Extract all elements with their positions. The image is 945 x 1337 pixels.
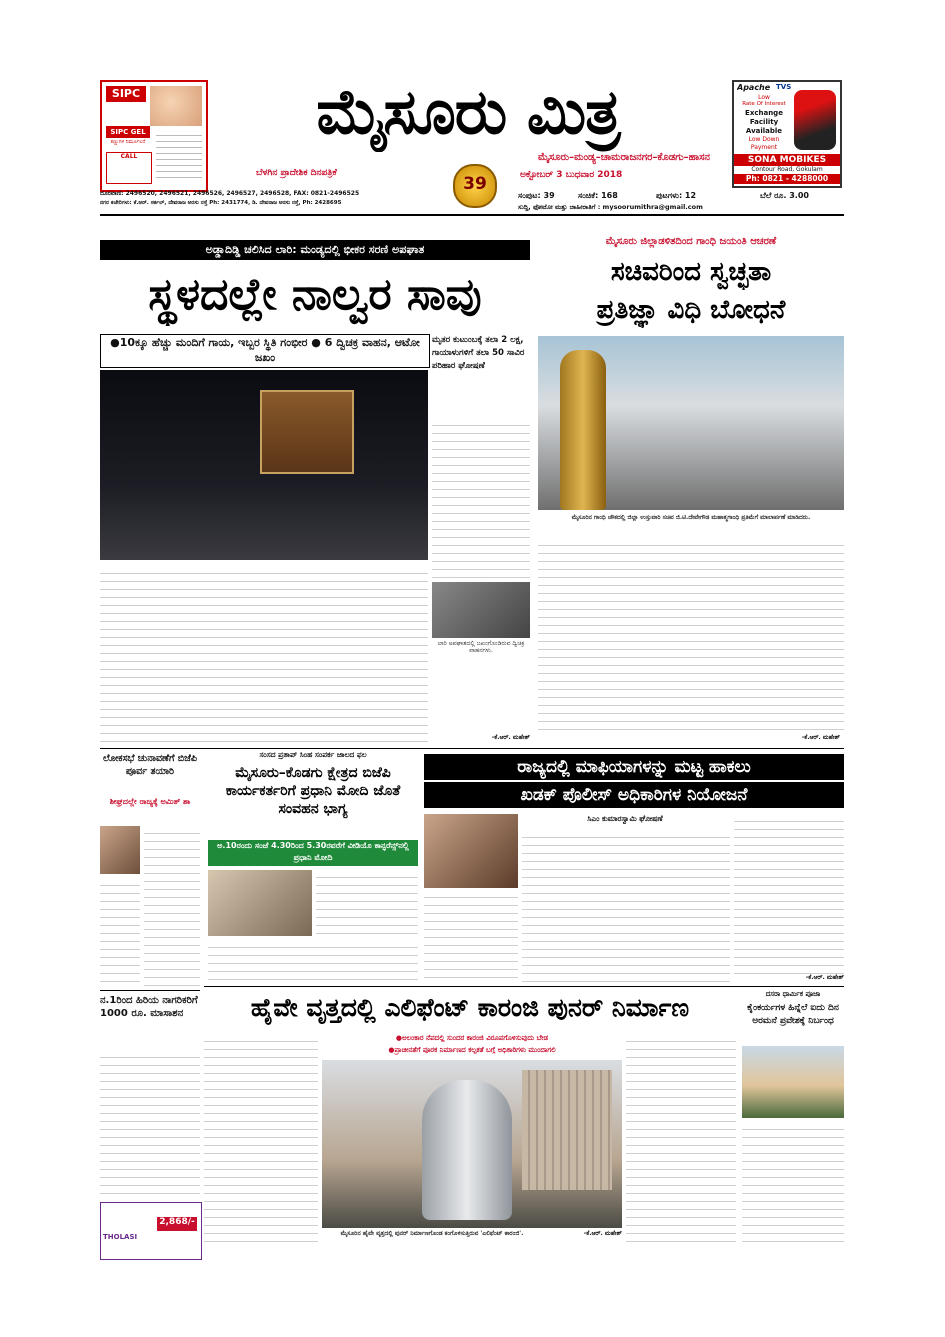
left-col-body2 xyxy=(100,1050,200,1198)
phones-line-2: ನಗರ ಕಚೇರಿಗಳು: ಕೆ.ಆರ್. ಸರ್ಕಲ್, ದೇವರಾಜ ಅರಸು ರಸ್ತೆ Ph: 2431774, ಡಿ. ದೇವರಾಜ ಅರಸು ರಸ್ತೆ, Ph: 2428695 xyxy=(100,200,342,206)
masthead-subtitle: ಮೈಸೂರು–ಮಂಡ್ಯ–ಚಾಮರಾಜನಗರ–ಕೊಡಗು–ಹಾಸನ xyxy=(537,152,710,163)
story1-photo xyxy=(100,370,428,560)
gandhi-statue xyxy=(560,350,606,510)
story1-sidebody xyxy=(432,418,530,578)
newspaper-page xyxy=(100,75,844,1258)
tvs-brand: TVS xyxy=(776,83,792,91)
modi-photo xyxy=(208,870,312,936)
lower-rule xyxy=(204,986,844,987)
offer-line-1: Low xyxy=(758,94,770,101)
story5-bullet2: ●ಪ್ರಾಚೀನತೆಗೆ ಪೂರಕ ನಿರ್ಮಾಣದ ಕಲ್ಪಕತೆ ಬಗ್ಗೆ ಅಧಿಕಾರಿಗಳು ಮುಂದಾಗಲಿ xyxy=(388,1046,556,1054)
story4-headline-1: ರಾಜ್ಯದಲ್ಲಿ ಮಾಫಿಯಾಗಳನ್ನು ಮಟ್ಟ ಹಾಕಲು xyxy=(424,754,844,780)
volume-label: ಸಂಪುಟ: 39 xyxy=(518,191,555,200)
story1-subhead: ●10ಕ್ಕೂ ಹೆಚ್ಚು ಮಂದಿಗೆ ಗಾಯ, ಇಬ್ಬರ ಸ್ಥಿತಿ ಗಂಭೀರ ● 6 ದ್ವಿಚಕ್ರ ವಾಹನ, ಆಟೋ ಜಖಂ xyxy=(100,334,430,368)
issue-date: ಅಕ್ಟೋಬರ್ 3 ಬುಧವಾರ 2018 xyxy=(520,170,623,180)
email-line[interactable]: ಸುದ್ದಿ, ಫೋಟೋ ಮತ್ತು ಜಾಹೀರಾತಿಗೆ : mysoorumithra@gmail.com xyxy=(518,203,703,211)
left-col-body1b xyxy=(100,878,140,986)
story3-green-band: ಅ.10ರಂದು ಸಂಜೆ 4.30ರಿಂದ 5.30ರವರೆಗೆ ವೀಡಿಯೊ ಕಾನ್ಫರೆನ್ಸ್‌ನಲ್ಲಿ ಪ್ರಧಾನಿ ಮೋದಿ xyxy=(208,840,418,866)
kumaraswamy-photo xyxy=(424,814,518,888)
masthead-rule xyxy=(100,214,844,216)
masthead-title: ಮೈಸೂರು ಮಿತ್ರ xyxy=(316,75,620,148)
sipc-logo: SIPC xyxy=(106,86,146,102)
right-advertisement[interactable] xyxy=(732,80,842,188)
story4-headline-2: ಖಡಕ್ ಪೊಲೀಸ್ ಅಧಿಕಾರಿಗಳ ನಿಯೋಜನೆ xyxy=(424,782,844,808)
pages-label: ಪುಟಗಳು: 12 xyxy=(656,191,697,200)
story2-kicker: ಮೈಸೂರು ಜಿಲ್ಲಾಡಳಿತದಿಂದ ಗಾಂಧಿ ಜಯಂತಿ ಆಚರಣೆ xyxy=(605,236,777,247)
story6-body xyxy=(742,1122,844,1242)
fountain-shape xyxy=(422,1080,512,1220)
left-col-head: ಲೋಕಸಭೆ ಚುನಾವಣೆಗೆ ಬಿಜೆಪಿ ಪೂರ್ವ ತಯಾರಿ xyxy=(102,753,198,777)
story2-caption: ಮೈಸೂರಿನ ಗಾಂಧಿ ಚೌಕದಲ್ಲಿ ಜಿಲ್ಲಾ ಉಸ್ತುವಾರಿ ಸಚಿವ ಜಿ.ಟಿ.ದೇವೇಗೌಡ ಮಹಾತ್ಮಗಾಂಧಿ ಪ್ರತಿಮೆಗೆ ಮಾಲಾರ್ಪಣೆ ಮಾಡಿದರು. xyxy=(571,514,811,521)
sipc-gel-sub: ಕಣ್ಣುಗಳ ನಿರ್ಮೂಲನೆ xyxy=(110,139,146,145)
story1-kicker: ಅಡ್ಡಾದಿಡ್ಡಿ ಚಲಿಸಿದ ಲಾರಿ: ಮಂಡ್ಯದಲ್ಲಿ ಭೀಕರ ಸರಣಿ ಅಪಘಾತ xyxy=(100,240,530,260)
masthead-tagline: ಬೆಳಗಿನ ಪ್ರಾದೇಶಿಕ ದಿನಪತ್ರಿಕೆ xyxy=(256,168,337,178)
story4-body xyxy=(424,890,518,982)
story5-body-left xyxy=(204,1034,318,1244)
story5-headline: ಹೈವೇ ವೃತ್ತದಲ್ಲಿ ಎಲಿಫೆಂಟ್ ಕಾರಂಜಿ ಪುನರ್ ನಿರ್ಮಾಣ xyxy=(250,993,690,1022)
story4-body-3 xyxy=(734,814,844,974)
story1-headline: ಸ್ಥಳದಲ್ಲೇ ನಾಲ್ವರ ಸಾವು xyxy=(148,269,482,320)
apache-brand: Apache xyxy=(737,83,771,92)
offer-line-4: Facility xyxy=(749,118,779,126)
palace-photo xyxy=(742,1046,844,1118)
story6-kicker: ದಸರಾ ಧಾರ್ಮಿಕ ಪೂಜಾ xyxy=(765,990,821,998)
offer-line-7: Payment xyxy=(750,144,778,151)
left-col-body1 xyxy=(144,826,200,986)
story4-body-2 xyxy=(522,830,730,982)
tholasi-brand: THOLASI xyxy=(103,1233,138,1241)
left-advertisement[interactable] xyxy=(100,80,208,192)
issue-label: ಸಂಚಿಕೆ: 168 xyxy=(578,191,618,200)
sona-phone: Ph: 0821 - 4288000 xyxy=(734,174,840,184)
price-label: ಬೆಲೆ ರೂ. 3.00 xyxy=(760,191,809,200)
story2-byline: -ಕೆ.ಆರ್. ಮಹೇಶ್ xyxy=(801,734,840,741)
story5-bullet1: ●ಅಲಂಕಾರ ನೆಪದಲ್ಲಿ ಸುಂದರ ಕಾರಂಜಿ ವಿರೂಪಗೊಳಿಸುವುದು ಬೇಡ xyxy=(395,1034,549,1042)
offer-line-2: Rate Of Interest xyxy=(742,101,786,107)
story2-headline-1: ಸಚಿವರಿಂದ ಸ್ವಚ್ಛತಾ xyxy=(610,257,772,287)
registration-marks-left xyxy=(100,1248,140,1256)
story4-sub: ಸಿಎಂ ಕುಮಾರಸ್ವಾಮಿ ಘೋಷಣೆ xyxy=(587,814,663,823)
story2-headline-2: ಪ್ರತಿಜ್ಞಾ ವಿಧಿ ಬೋಧನೆ xyxy=(596,295,786,325)
story2-photo xyxy=(538,336,844,510)
story4-byline: -ಕೆ.ಆರ್. ಮಹೇಶ್ xyxy=(805,974,844,981)
motorbike-image xyxy=(794,90,836,150)
story3-kicker: ಸಂಸದ ಪ್ರತಾಪ್ ಸಿಂಹ ಸಂಪರ್ಕ ಜಾಲದ ಫಲ xyxy=(259,750,367,759)
story3-body-2 xyxy=(208,940,418,982)
mid-rule xyxy=(100,748,844,749)
phones-line: ದೂರವಾಣಿ: 2496520, 2496521, 2496526, 2496527, 2496528, FAX: 0821-2496525 xyxy=(100,190,360,197)
offer-line-6: Low Down xyxy=(748,136,780,143)
story1-body xyxy=(100,566,428,742)
registration-marks-right xyxy=(800,1248,844,1256)
story1-photo2 xyxy=(432,582,530,638)
story1-sidehead: ಮೃತರ ಕುಟುಂಬಕ್ಕೆ ತಲಾ 2 ಲಕ್ಷ, ಗಾಯಾಳುಗಳಿಗೆ ತಲಾ 50 ಸಾವಿರ ಪರಿಹಾರ ಘೋಷಣೆ xyxy=(432,335,525,371)
building-shape xyxy=(522,1070,612,1190)
offer-line-5: Available xyxy=(745,127,783,135)
story6-headline: ಕೈಂಕರ್ಯಗಳ ಹಿನ್ನೆಲೆ ಐದು ದಿನ ಅರಮನೆ ಪ್ರವೇಶಕ್ಕೆ ನಿರ್ಬಂಧ xyxy=(747,1003,839,1026)
sipc-gel-label: SIPC GEL xyxy=(106,126,150,138)
story1-byline: -ಕೆ.ಆರ್. ಮಹೇಶ್ xyxy=(491,734,530,741)
story5-byline: -ಕೆ.ಆರ್. ಮಹೇಶ್ xyxy=(583,1230,622,1237)
amit-shah-photo xyxy=(100,826,140,874)
lorry-shape xyxy=(260,390,354,474)
baby-photo xyxy=(150,86,202,126)
offer-line-3: Exchange xyxy=(745,109,783,117)
sona-address: Contour Road, Gokulam xyxy=(751,166,823,173)
story5-caption: ಮೈಸೂರಿನ ಹೈವೇ ವೃತ್ತದಲ್ಲಿ ಪುನರ್ ನಿರ್ಮಾಣಗೊಂಡ ಕಂಗೊಳಿಸುತ್ತಿರುವ 'ಎಲಿಫೆಂಟ್ ಕಾರಂಜಿ'. xyxy=(340,1230,524,1237)
story3-headline: ಮೈಸೂರು–ಕೊಡಗು ಕ್ಷೇತ್ರದ ಬಿಜೆಪಿ ಕಾರ್ಯಕರ್ತರಿಗೆ ಪ್ರಧಾನಿ ಮೋದಿ ಜೊತೆ ಸಂವಹನ ಭಾಗ್ಯ xyxy=(225,765,401,817)
tholasi-price: 2,868/- xyxy=(157,1217,197,1231)
fountain-photo xyxy=(322,1060,622,1228)
left-col-rule xyxy=(100,990,200,991)
left-col-sub: ಶೀಘ್ರದಲ್ಲೇ ರಾಜ್ಯಕ್ಕೆ ಅಮಿತ್ ಶಾ xyxy=(109,797,191,806)
story2-body xyxy=(538,538,844,734)
left-col-head2: ನ.1ರಿಂದ ಹಿರಿಯ ನಾಗರಿಕರಿಗೆ 1000 ರೂ. ಮಾಸಾಶನ xyxy=(100,995,198,1019)
story1-caption2: ಲಾರಿ ಅಪಘಾತದಲ್ಲಿ ಜಖಂಗೊಂಡಿರುವ ದ್ವಿಚಕ್ರ ವಾಹನಗಳು. xyxy=(437,640,525,654)
call-box: CALL xyxy=(106,152,152,184)
story5-body-right xyxy=(626,1034,736,1244)
ad-bullets xyxy=(156,130,202,182)
sona-mobikes-label: SONA MOBIKES xyxy=(734,154,840,166)
anniversary-number: 39 xyxy=(463,174,487,194)
